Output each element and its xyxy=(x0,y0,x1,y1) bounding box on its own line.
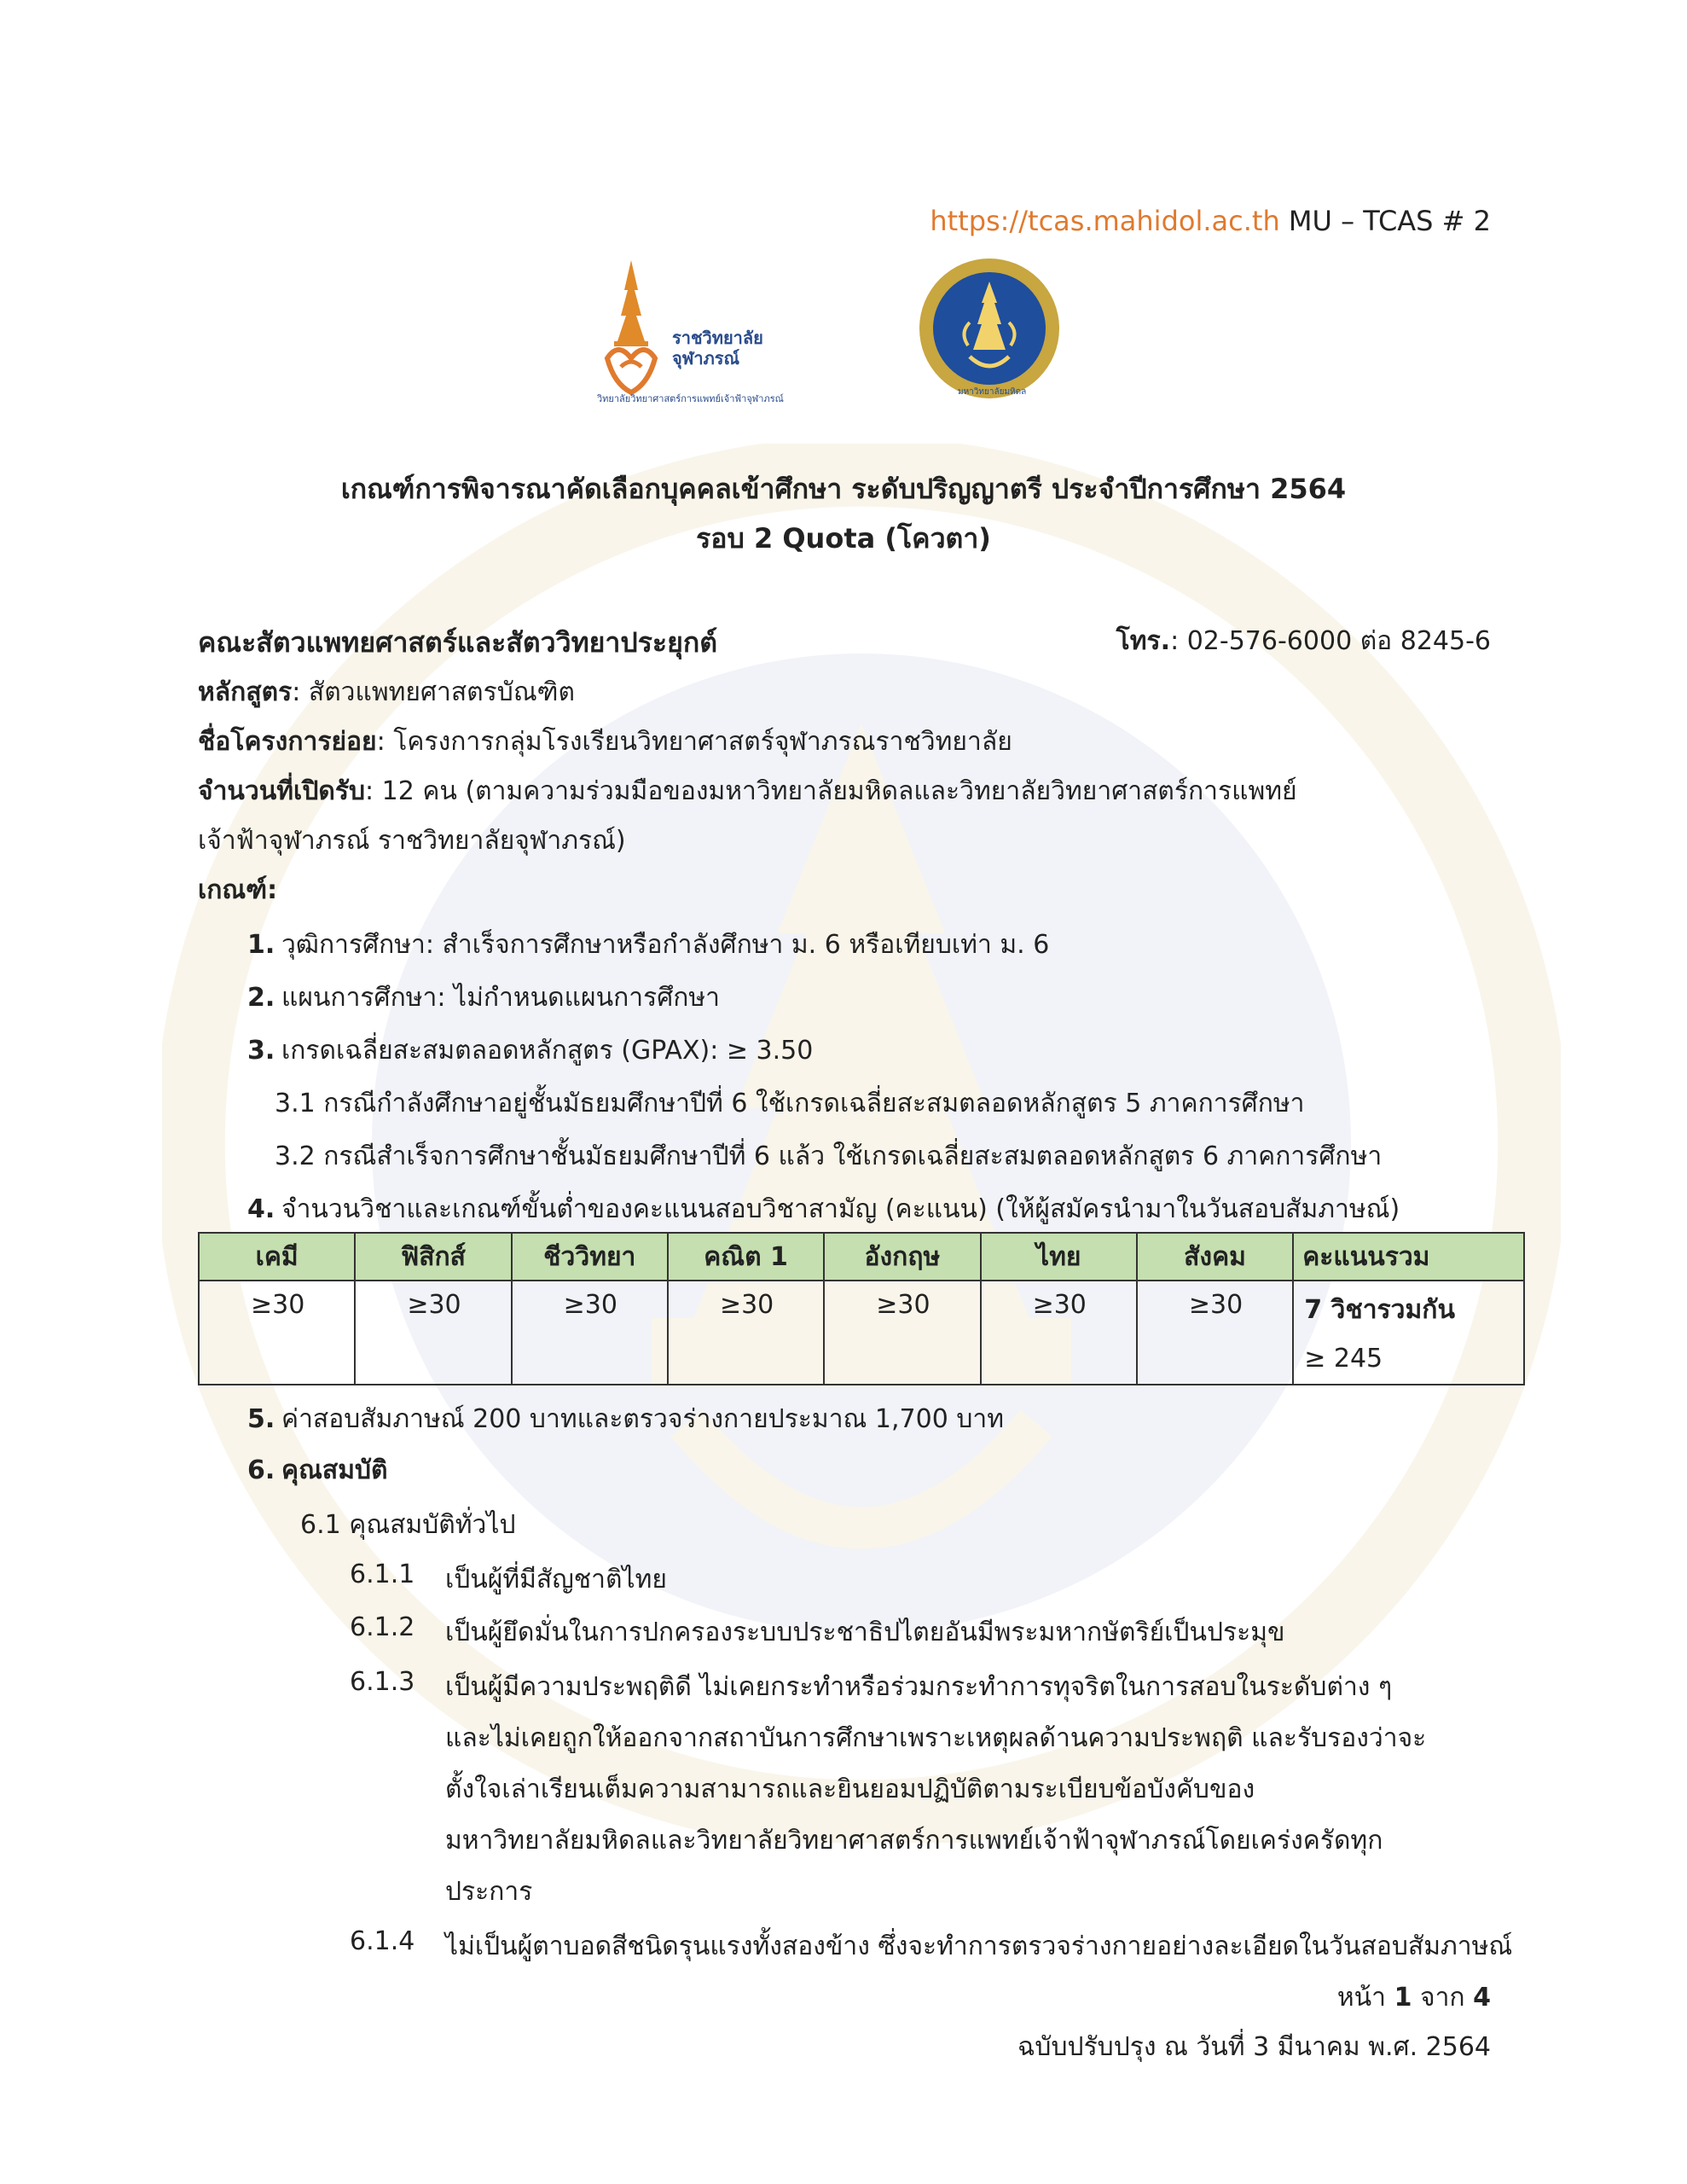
criteria-6-1-2: เป็นผู้ยึดมั่นในการปกครองระบบประชาธิปไตยอันมีพระมหากษัตริย์เป็นประมุข xyxy=(445,1618,1285,1647)
chulabhorn-name-2: จุฬาภรณ์ xyxy=(672,348,740,369)
seats-label: จำนวนที่เปิดรับ xyxy=(198,776,365,806)
chulabhorn-name: ราชวิทยาลัย xyxy=(672,328,763,348)
criteria-6-1-1-num: 6.1.1 xyxy=(350,1560,415,1589)
criteria-3 xyxy=(247,1031,813,1071)
criteria-6-1-4-num: 6.1.4 xyxy=(350,1926,415,1956)
criteria-6-num: 6. xyxy=(247,1455,275,1485)
table-cell: ≥30 xyxy=(1137,1281,1293,1385)
table-header: เคมี xyxy=(199,1233,355,1281)
criteria-6-1-3-num: 6.1.3 xyxy=(350,1667,415,1697)
criteria-3-num: 3. xyxy=(247,1036,275,1066)
table-header: อังกฤษ xyxy=(824,1233,980,1281)
criteria-5 xyxy=(247,1399,1004,1439)
criteria-6-1-3-line-1: เป็นผู้มีความประพฤติดี ไม่เคยกระทำหรือร่วมกระทำการทุจริตในการสอบในระดับต่าง ๆ xyxy=(445,1672,1393,1702)
total-line-2: ≥ 245 xyxy=(1304,1344,1383,1374)
table-cell: ≥30 xyxy=(981,1281,1137,1385)
criteria-1 xyxy=(247,925,1049,965)
project-value: : โครงการกลุ่มโรงเรียนวิทยาศาสตร์จุฬาภรณราชวิทยาลัย xyxy=(376,727,1012,757)
page-current: 1 xyxy=(1394,1983,1412,2013)
criteria-5-num: 5. xyxy=(247,1404,275,1434)
table-cell: ≥30 xyxy=(512,1281,668,1385)
page-total: 4 xyxy=(1473,1983,1491,2013)
seats-line-2: เจ้าฟ้าจุฬาภรณ์ ราชวิทยาลัยจุฬาภรณ์) xyxy=(198,826,626,856)
header-url[interactable]: https://tcas.mahidol.ac.th xyxy=(930,205,1280,237)
criteria-6-1-3-line-5: ประการ xyxy=(445,1877,533,1907)
table-cell: ≥30 xyxy=(355,1281,511,1385)
faculty-name: คณะสัตวแพทยศาสตร์และสัตววิทยาประยุกต์ xyxy=(198,626,717,659)
table-header: คะแนนรวม xyxy=(1293,1233,1524,1281)
page-prefix: หน้า xyxy=(1336,1983,1387,2013)
table-cell: ≥30 xyxy=(199,1281,355,1385)
header-line xyxy=(930,205,1491,237)
score-table xyxy=(198,1232,1525,1385)
table-cell-total xyxy=(1293,1281,1524,1385)
criteria-6-1-1: เป็นผู้ที่มีสัญชาติไทย xyxy=(445,1565,667,1594)
program-value: : สัตวแพทยศาสตรบัณฑิต xyxy=(292,677,576,707)
criteria-6-text: คุณสมบัติ xyxy=(281,1455,388,1485)
table-header: คณิต 1 xyxy=(668,1233,824,1281)
table-cell: ≥30 xyxy=(824,1281,980,1385)
phone-value: : 02-576-6000 ต่อ 8245-6 xyxy=(1170,626,1491,656)
table-header: ฟิสิกส์ xyxy=(355,1233,511,1281)
criteria-6-1-3-line-4: มหาวิทยาลัยมหิดลและวิทยาลัยวิทยาศาสตร์การแพทย์เจ้าฟ้าจุฬาภรณ์โดยเคร่งครัดทุก xyxy=(445,1826,1383,1856)
criteria-1-text: วุฒิการศึกษา: สำเร็จการศึกษาหรือกำลังศึกษา ม. 6 หรือเทียบเท่า ม. 6 xyxy=(281,930,1050,960)
header-code: MU – TCAS # 2 xyxy=(1288,205,1491,237)
criteria-3-2: 3.2 กรณีสำเร็จการศึกษาชั้นมัธยมศึกษาปีที่ 6 แล้ว ใช้เกรดเฉลี่ยสะสมตลอดหลักสูตร 6 ภาคการศึกษา xyxy=(275,1141,1383,1171)
project-label: ชื่อโครงการย่อย xyxy=(198,727,377,757)
table-header: ชีววิทยา xyxy=(512,1233,668,1281)
criteria-2 xyxy=(247,978,720,1018)
program-label: หลักสูตร xyxy=(198,677,293,707)
criteria-4-num: 4. xyxy=(247,1194,275,1224)
criteria-6-1-3-line-3: ตั้งใจเล่าเรียนเต็มความสามารถและยินยอมปฏิบัติตามระเบียบข้อบังคับของ xyxy=(445,1774,1255,1804)
criteria-heading: เกณฑ์: xyxy=(198,875,278,905)
criteria-1-num: 1. xyxy=(247,930,275,960)
criteria-6-1: 6.1 คุณสมบัติทั่วไป xyxy=(300,1510,516,1540)
mahidol-seal-icon xyxy=(917,256,1062,401)
criteria-2-text: แผนการศึกษา: ไม่กำหนดแผนการศึกษา xyxy=(281,983,721,1013)
project-line xyxy=(198,722,1012,762)
criteria-6-1-4: ไม่เป็นผู้ตาบอดสีชนิดรุนแรงทั้งสองข้าง ซึ่งจะทำการตรวจร่างกายอย่างละเอียดในวันสอบสัมภาษณ์ xyxy=(445,1931,1513,1961)
program-line xyxy=(198,672,575,712)
criteria-4 xyxy=(247,1189,1400,1229)
criteria-5-text: ค่าสอบสัมภาษณ์ 200 บาทและตรวจร่างกายประมาณ 1,700 บาท xyxy=(281,1404,1004,1434)
phone xyxy=(1116,621,1491,661)
table-row xyxy=(199,1281,1524,1385)
page-subtitle: รอบ 2 Quota (โควตา) xyxy=(696,522,991,555)
page-number xyxy=(1337,1978,1491,2018)
criteria-3-text: เกรดเฉลี่ยสะสมตลอดหลักสูตร (GPAX): ≥ 3.50 xyxy=(281,1036,814,1066)
phone-label: โทร. xyxy=(1116,626,1171,656)
criteria-6 xyxy=(247,1450,388,1490)
chulabhorn-logo xyxy=(597,256,844,410)
page-of: จาก xyxy=(1419,1983,1465,2013)
page-title: เกณฑ์การพิจารณาคัดเลือกบุคคลเข้าศึกษา ระดับปริญญาตรี ประจำปีการศึกษา 2564 xyxy=(340,473,1347,505)
table-header: สังคม xyxy=(1137,1233,1293,1281)
score-table-header-row xyxy=(199,1233,1524,1281)
criteria-6-1-2-num: 6.1.2 xyxy=(350,1612,415,1642)
seats-line xyxy=(198,771,1297,811)
criteria-6-1-3-line-2: และไม่เคยถูกให้ออกจากสถาบันการศึกษาเพราะเหตุผลด้านความประพฤติ และรับรองว่าจะ xyxy=(445,1723,1427,1753)
revision-date: ฉบับปรับปรุง ณ วันที่ 3 มีนาคม พ.ศ. 2564 xyxy=(1017,2032,1491,2062)
mahidol-logo xyxy=(917,256,1062,401)
mahidol-ring-text: มหาวิทยาลัยมหิดล xyxy=(958,387,1027,397)
table-header: ไทย xyxy=(981,1233,1137,1281)
criteria-3-1: 3.1 กรณีกำลังศึกษาอยู่ชั้นมัธยมศึกษาปีที่ 6 ใช้เกรดเฉลี่ยสะสมตลอดหลักสูตร 5 ภาคการศึกษา xyxy=(275,1089,1305,1118)
seats-value: : 12 คน (ตามความร่วมมือของมหาวิทยาลัยมหิดลและวิทยาลัยวิทยาศาสตร์การแพทย์ xyxy=(365,776,1297,806)
chulabhorn-caption: วิทยาลัยวิทยาศาสตร์การแพทย์เจ้าฟ้าจุฬาภรณ์ xyxy=(597,393,784,404)
criteria-4-text: จำนวนวิชาและเกณฑ์ขั้นต่ำของคะแนนสอบวิชาสามัญ (คะแนน) (ให้ผู้สมัครนำมาในวันสอบสัมภาษณ์) xyxy=(281,1194,1400,1224)
table-cell: ≥30 xyxy=(668,1281,824,1385)
criteria-2-num: 2. xyxy=(247,983,275,1013)
total-line-1: 7 วิชารวมกัน xyxy=(1304,1295,1455,1325)
